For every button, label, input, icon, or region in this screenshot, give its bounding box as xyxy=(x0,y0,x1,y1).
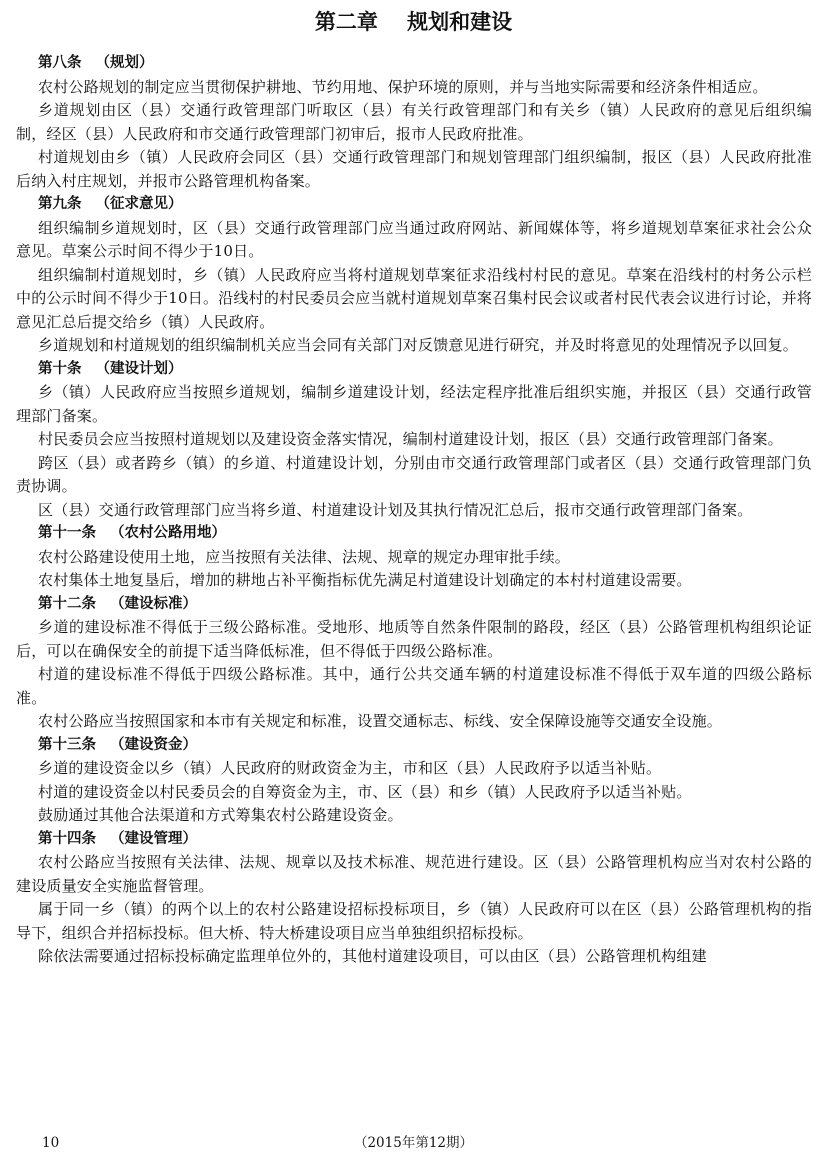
article-paragraph: 农村公路规划的制定应当贯彻保护耕地、节约用地、保护环境的原则，并与当地实际需要和经济条件相适应。 xyxy=(38,77,768,96)
article-heading xyxy=(16,193,812,217)
article-topic: （建设计划） xyxy=(95,360,183,377)
article-paragraph: 乡道的建设资金以乡（镇）人民政府的财政资金为主，市和区（县）人民政府予以适当补贴。 xyxy=(38,759,662,777)
article-paragraph: 农村公路应当按照国家和本市有关规定和标准，设置交通标志、标线、安全保障设施等交通安全设施。 xyxy=(38,712,723,730)
chapter-title: 第二章 规划和建设 xyxy=(314,10,513,34)
article-paragraph: 跨区（县）或者跨乡（镇）的乡道、村道建设计划，分别由市交通行政管理部门或者区（县）交通行政管理部门负责协调。 xyxy=(16,453,812,495)
chapter-body xyxy=(16,52,812,969)
article-paragraph: 乡道的建设标准不得低于三级公路标准。受地形、地质等自然条件限制的路段，经区（县）公路管理机构组织论证后，可以在确保安全的前提下适当降低标准，但不得低于四级公路标准。 xyxy=(16,618,812,660)
article-number: 第十四条 xyxy=(38,830,96,847)
article-paragraph: 区（县）交通行政管理部门应当将乡道、村道建设计划及其执行情况汇总后，报市交通行政管理部门备案。 xyxy=(38,500,753,519)
article-paragraph: 村道的建设资金以村民委员会的自筹资金为主，市、区（县）和乡（镇）人民政府予以适当补贴。 xyxy=(38,782,692,801)
article-heading xyxy=(16,593,812,617)
article-paragraph: 乡道规划和村道规划的组织编制机关应当会同有关部门对反馈意见进行研究，并及时将意见的处理情况予以回复。 xyxy=(38,336,799,354)
article-topic: （农村公路用地） xyxy=(110,525,226,541)
article-number: 第九条 xyxy=(38,196,82,212)
article-number: 第十三条 xyxy=(38,736,96,753)
article-paragraph: 村道规划由乡（镇）人民政府会同区（县）交通行政管理部门和规划管理部门组织编制，报区（县）人民政府批准后纳入村庄规划，并报市公路管理机构备案。 xyxy=(16,148,812,190)
article-paragraph: 乡（镇）人民政府应当按照乡道规划，编制乡道建设计划，经法定程序批准后组织实施，并报区（县）交通行政管理部门备案。 xyxy=(16,383,812,425)
article-paragraph: 组织编制乡道规划时，区（县）交通行政管理部门应当通过政府网站、新闻媒体等，将乡道规划草案征求社会公众意见。草案公示时间不得少于10日。 xyxy=(16,218,812,260)
page-number: 10 xyxy=(42,1135,60,1151)
article-paragraph: 属于同一乡（镇）的两个以上的农村公路建设招标投标项目，乡（镇）人民政府可以在区（县）公路管理机构的指导下，组织合并招标投标。但大桥、特大桥建设项目应当单独组织招标投标。 xyxy=(16,900,812,942)
article-heading xyxy=(16,358,812,382)
article-number: 第十二条 xyxy=(38,595,96,612)
article-heading xyxy=(16,734,812,758)
article-heading xyxy=(16,522,812,546)
article-paragraph: 村道的建设标准不得低于四级公路标准。其中，通行公共交通车辆的村道建设标准不得低于双车道的四级公路标准。 xyxy=(16,665,812,707)
article-number: 第八条 xyxy=(38,55,82,71)
article-heading xyxy=(16,828,812,852)
article-number: 第十一条 xyxy=(38,525,96,541)
article-paragraph: 农村公路应当按照有关法律、法规、规章以及技术标准、规范进行建设。区（县）公路管理机构应当对农村公路的建设质量安全实施监督管理。 xyxy=(16,853,812,895)
article-paragraph: 农村集体土地复垦后，增加的耕地占补平衡指标优先满足村道建设计划确定的本村村道建设需要。 xyxy=(38,571,692,589)
article-paragraph: 组织编制村道规划时，乡（镇）人民政府应当将村道规划草案征求沿线村村民的意见。草案在沿线村的村务公示栏中的公示时间不得少于10日。沿线村的村民委员会应当就村道规划草案召集村民会议或者村民代表会议进行讨论，并将意见汇总后提交给乡（镇）人民政府。 xyxy=(16,265,812,331)
article-paragraph: 鼓励通过其他合法渠道和方式筹集农村公路建设资金。 xyxy=(38,806,403,824)
article-topic: （征求意见） xyxy=(95,196,183,212)
article-paragraph: 除依法需要通过招标投标确定监理单位外的，其他村道建设项目，可以由区（县）公路管理机构组建 xyxy=(38,947,707,965)
article-number: 第十条 xyxy=(38,360,82,377)
article-paragraph: 农村公路建设使用土地，应当按照有关法律、法规、规章的规定办理审批手续。 xyxy=(38,547,571,566)
article-topic: （建设管理） xyxy=(110,830,197,847)
article-topic: （建设标准） xyxy=(110,595,197,612)
article-topic: （规划） xyxy=(95,55,154,71)
issue-label: （2015年第12期） xyxy=(353,1135,474,1151)
article-paragraph: 乡道规划由区（县）交通行政管理部门听取区（县）有关行政管理部门和有关乡（镇）人民政府的意见后组织编制，经区（县）人民政府和市交通行政管理部门初审后，报市人民政府批准。 xyxy=(16,101,812,143)
article-paragraph: 村民委员会应当按照村道规划以及建设资金落实情况，编制村道建设计划，报区（县）交通行政管理部门备案。 xyxy=(38,430,783,448)
article-topic: （建设资金） xyxy=(110,736,197,753)
article-heading xyxy=(16,52,812,76)
